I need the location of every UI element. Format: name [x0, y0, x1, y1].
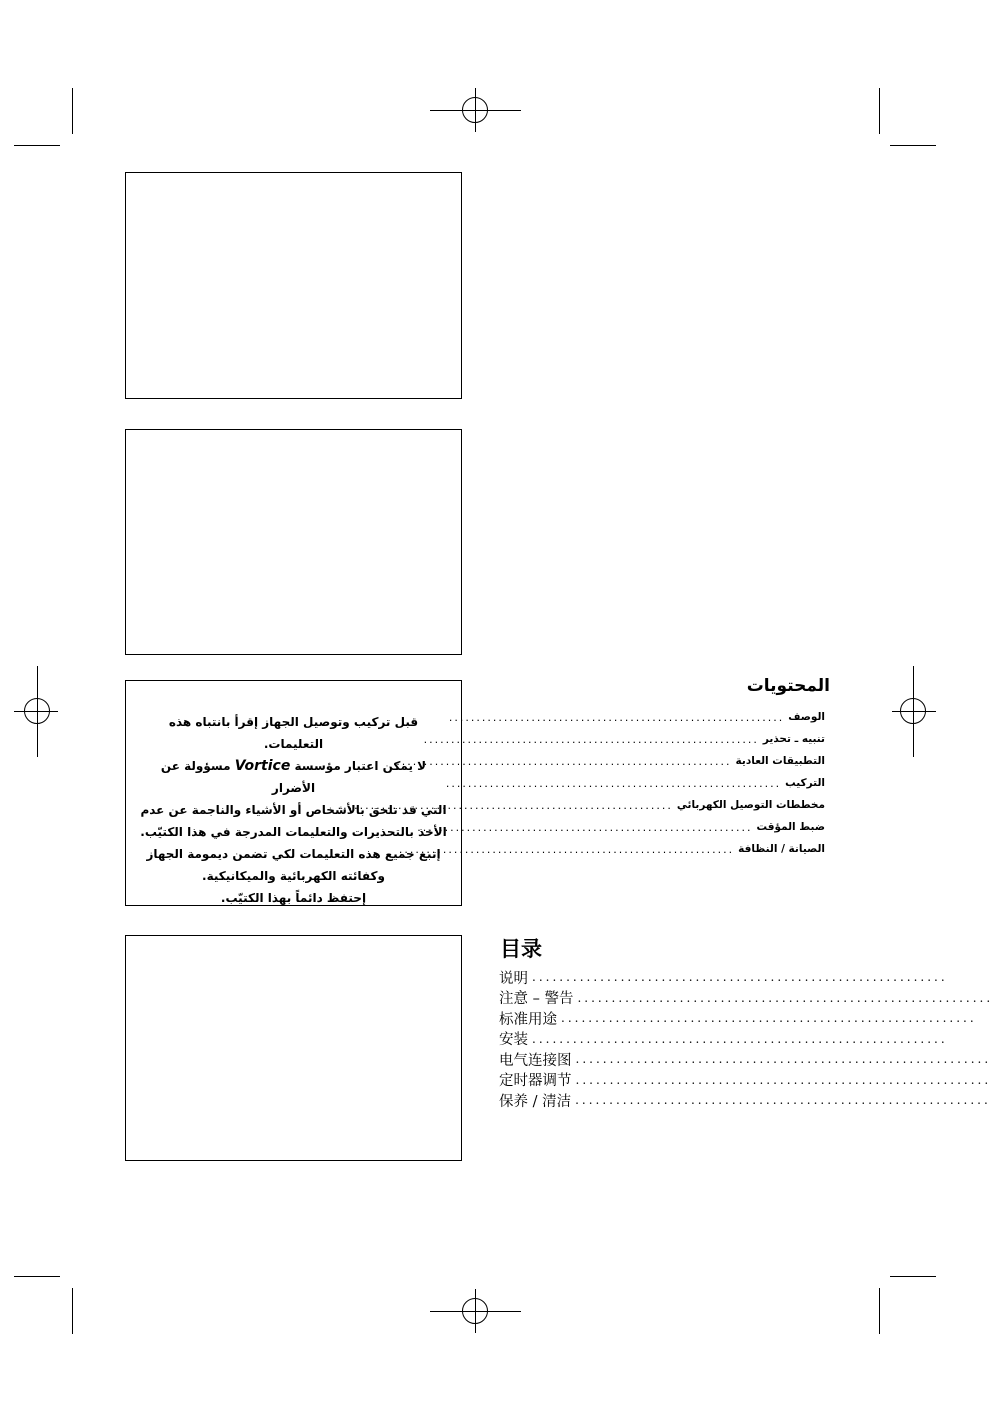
- chinese-toc-label: 定时器调节: [499, 1073, 572, 1090]
- toc-leader: .............................................................: [445, 776, 782, 790]
- chinese-toc-label: 保养 / 清洁: [499, 1093, 572, 1110]
- arabic-toc-title: المحتويات: [746, 676, 830, 696]
- empty-box-2: [125, 429, 462, 655]
- toc-leader: .............................................................: [423, 732, 759, 746]
- crop-mark-tl-h: [14, 145, 60, 146]
- toc-leader: .............................................................: [448, 710, 785, 724]
- chinese-toc-label: 电气连接图: [499, 1052, 572, 1069]
- reg-mark-bottom-circle: [462, 1298, 488, 1324]
- toc-leader: .............................................................: [575, 1072, 992, 1087]
- arabic-toc-label: تنبيه ـ تحذير: [762, 733, 825, 745]
- warning-line-4: التي قد تلحق بالأشخاص أو الأشياء والناجمة عن عدم: [140, 803, 447, 817]
- arabic-toc-label: مخططات التوصيل الكهربائي: [676, 799, 825, 811]
- warning-line-2: التعليمات.: [263, 737, 324, 751]
- chinese-toc-label: 注意 – 警告: [499, 991, 574, 1008]
- crop-mark-br-h: [890, 1276, 936, 1277]
- arabic-toc-item[interactable]: [398, 838, 825, 860]
- warning-box: [125, 680, 462, 906]
- reg-mark-left-circle: [24, 698, 50, 724]
- reg-mark-right-circle: [900, 698, 926, 724]
- chinese-toc-label: 标准用途: [499, 1011, 557, 1028]
- arabic-toc-label: ضبط المؤقت: [756, 821, 825, 833]
- arabic-toc-item[interactable]: [423, 728, 825, 750]
- chinese-toc-item[interactable]: [499, 1049, 992, 1070]
- warning-line-5: الأخذ بالتحذيرات والتعليمات المدرجة في هذا الكتيّب.: [140, 825, 447, 839]
- arabic-toc-item[interactable]: [337, 794, 825, 816]
- toc-leader: .............................................................: [396, 754, 732, 768]
- arabic-toc-item[interactable]: [417, 816, 825, 838]
- arabic-toc-item[interactable]: [396, 750, 825, 772]
- toc-leader: .............................................................: [561, 1011, 977, 1026]
- toc-leader: .............................................................: [575, 1093, 991, 1108]
- arabic-toc-label: التطبيقات العادية: [735, 755, 825, 767]
- warning-line-8: إحتفظ دائماً بهذا الكتيّب.: [220, 891, 367, 905]
- toc-leader: .............................................................: [417, 820, 753, 834]
- warning-line-3-prefix: لا يمكن اعتبار مؤسسة: [294, 759, 427, 773]
- toc-leader: .............................................................: [532, 970, 948, 985]
- chinese-toc-title: 目录: [500, 937, 542, 961]
- crop-mark-tl-v: [72, 88, 73, 134]
- empty-box-1: [125, 172, 462, 399]
- crop-mark-tr-v: [879, 88, 880, 134]
- arabic-toc-item[interactable]: [445, 772, 825, 794]
- crop-mark-br-v: [879, 1288, 880, 1334]
- chinese-toc-item[interactable]: [499, 1029, 948, 1050]
- arabic-toc-label: الصيانة / النظافة: [738, 843, 825, 855]
- warning-line-7: وكفائته الكهربائية والميكانيكية.: [202, 869, 385, 883]
- toc-leader: .............................................................: [577, 990, 993, 1005]
- chinese-toc-item[interactable]: [499, 1008, 977, 1029]
- warning-line-3-suffix: مسؤولة عن الأضرار: [160, 759, 316, 795]
- toc-leader: .............................................................: [398, 842, 735, 856]
- warning-line-6: إتبع جميع هذه التعليمات لكي تضمن ديمومة الجهاز: [146, 847, 441, 861]
- warning-line-1: قبل تركيب وتوصيل الجهاز إقرأ بانتباه هذه: [168, 715, 419, 729]
- toc-leader: .............................................................: [337, 798, 673, 812]
- chinese-toc: [499, 967, 993, 1111]
- chinese-toc-label: 安装: [499, 1032, 528, 1049]
- arabic-toc-label: الوصف: [788, 711, 825, 723]
- chinese-toc-item[interactable]: [499, 1070, 992, 1091]
- crop-mark-tr-h: [890, 145, 936, 146]
- chinese-toc-item[interactable]: [499, 1090, 991, 1111]
- toc-leader: .............................................................: [532, 1031, 948, 1046]
- crop-mark-bl-v: [72, 1288, 73, 1334]
- chinese-toc-label: 说明: [499, 970, 528, 987]
- crop-mark-bl-h: [14, 1276, 60, 1277]
- brand-name: Vortice: [234, 758, 291, 774]
- arabic-toc-item[interactable]: [448, 706, 825, 728]
- empty-box-3: [125, 935, 462, 1161]
- reg-mark-top-circle: [462, 97, 488, 123]
- chinese-toc-item[interactable]: [499, 988, 993, 1009]
- arabic-toc-label: التركيب: [785, 777, 825, 789]
- chinese-toc-item[interactable]: [499, 967, 948, 988]
- toc-leader: .............................................................: [575, 1052, 992, 1067]
